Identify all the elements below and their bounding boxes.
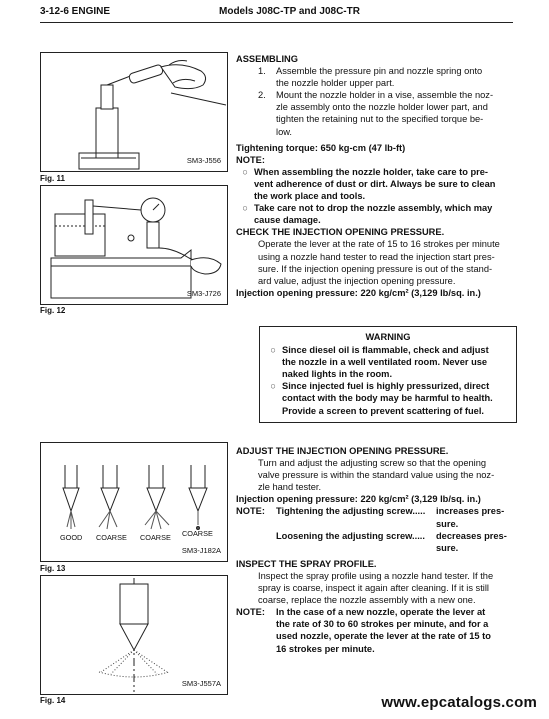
nozzle-label-coarse-1: COARSE [96, 533, 127, 542]
inspect-title: INSPECT THE SPRAY PROFILE. [236, 558, 377, 569]
step-2-line: Mount the nozzle holder in a vise, assemble the noz- [276, 90, 494, 101]
circle-bullet-icon: ○ [270, 345, 276, 356]
check-line: sure. If the injection opening pressure is out of the stand- [258, 263, 493, 274]
adjust-title: ADJUST THE INJECTION OPENING PRESSURE. [236, 446, 449, 456]
page-section-header: 3-12-6 ENGINE [40, 6, 111, 17]
tightening-torque: Tightening torque: 650 kg-cm (47 lb-ft) [236, 142, 406, 153]
note-line: vent adherence of dust or dirt. Always be sure to clean [254, 178, 496, 189]
inspect-line: Inspect the spray profile using a nozzle hand tester. If the [258, 570, 494, 581]
check-title: CHECK THE INJECTION OPENING PRESSURE. [236, 227, 445, 238]
step-2-number: 2. [258, 90, 266, 101]
circle-bullet-icon: ○ [242, 166, 248, 177]
assembling-section [236, 53, 512, 299]
note-item [236, 166, 512, 202]
adjust-line: Turn and adjust the adjusting screw so that the opening [258, 458, 487, 469]
check-line: Operate the lever at the rate of 15 to 16 strokes per minute [258, 239, 500, 250]
figure-14 [40, 575, 228, 695]
inspect-note-key: NOTE: [236, 607, 265, 618]
nozzle-label-good: GOOD [60, 533, 83, 542]
adjust-note-tighten: Tightening the adjusting screw..... [276, 506, 426, 517]
step-1-line: the nozzle holder upper part. [276, 78, 395, 89]
adjust-note-row-1 [236, 505, 512, 517]
wrench-tightening-illustration [41, 53, 227, 171]
check-pressure: Injection opening pressure: 220 kg/cm² (3,129 lb/sq. in.) [236, 287, 481, 298]
header-rule [40, 22, 513, 23]
warning-item [264, 344, 512, 380]
adjust-line: valve pressure is within the standard value using the noz- [258, 470, 495, 481]
warning-line: Provide a screen to prevent scattering of fuel. [282, 405, 485, 416]
warning-line: contact with the body may be harmful to health. [282, 393, 493, 404]
watermark: www.epcatalogs.com [381, 694, 537, 711]
spray-pattern-comparison [41, 443, 227, 561]
warning-line: Since diesel oil is flammable, check and adjust [282, 345, 489, 356]
nozzle-label-coarse-3: COARSE [182, 529, 213, 538]
note-title: NOTE: [236, 154, 265, 165]
note-line: cause damage. [254, 215, 321, 226]
adjust-body [236, 457, 512, 493]
inspect-line: coarse, replace the nozzle assembly with a new one. [258, 595, 476, 606]
adjust-pressure: Injection opening pressure: 220 kg/cm² (3,129 lb/sq. in.) [236, 494, 481, 505]
nozzle-coarse-3 [189, 465, 207, 530]
warning-box [259, 326, 517, 423]
figure-11-label: Fig. 11 [40, 174, 65, 183]
warning-item [264, 380, 512, 416]
inspect-note-line: used nozzle, operate the lever at the rate of 15 to [276, 631, 491, 642]
circle-bullet-icon: ○ [242, 203, 248, 214]
check-line: using a nozzle hand tester to read the injection start pres- [258, 251, 495, 262]
inspect-note [236, 606, 512, 654]
figure-11 [40, 52, 228, 172]
adjust-note-row-2b [236, 542, 512, 554]
warning-line: naked lights in the room. [282, 369, 393, 380]
warning-line: Since injected fuel is highly pressurized, direct [282, 381, 490, 392]
inspect-note-line: In the case of a new nozzle, operate the lever at [276, 607, 486, 618]
step-1-line: Assemble the pressure pin and nozzle spring onto [276, 66, 483, 77]
inspect-body [236, 570, 512, 606]
nozzle-coarse-1 [99, 465, 119, 529]
figure-14-code: SM3-J557A [181, 679, 221, 688]
adjust-note-decrease: decreases pres- [436, 530, 507, 541]
adjust-note-loosen: Loosening the adjusting screw..... [276, 530, 425, 541]
adjust-note-row-1b [236, 518, 512, 530]
adjust-note-decrease-cont: sure. [436, 542, 459, 553]
nozzle-tester-illustration [41, 186, 227, 304]
figure-12-label: Fig. 12 [40, 306, 66, 315]
warning-title: WARNING [365, 332, 411, 342]
nozzle-good [63, 465, 79, 529]
page-model-header: Models J08C-TP and J08C-TR [219, 6, 360, 17]
note-line: When assembling the nozzle holder, take care to pre- [254, 166, 489, 177]
figure-11-code: SM3-J556 [186, 156, 221, 165]
figure-12-code: SM3-J726 [186, 289, 221, 298]
adjust-section [236, 445, 512, 655]
adjust-note-increase-cont: sure. [436, 518, 459, 529]
check-body [236, 238, 512, 286]
nozzle-coarse-2 [145, 465, 169, 529]
assembling-title: ASSEMBLING [236, 54, 298, 64]
figure-14-label: Fig. 14 [40, 696, 66, 705]
warning-line: the nozzle in a well ventilated room. Never use [282, 357, 488, 368]
figure-13 [40, 442, 228, 562]
step-2-line: zle assembly onto the nozzle holder lower part, and [276, 102, 488, 113]
check-line: ard value, adjust the injection opening pressure. [258, 275, 456, 286]
adjust-note-row-2 [236, 530, 512, 542]
note-item [236, 202, 512, 226]
nozzle-label-coarse-2: COARSE [140, 533, 171, 542]
assembling-step-2 [236, 89, 512, 137]
adjust-note-key: NOTE: [236, 506, 265, 517]
note-line: the work place and tools. [254, 191, 366, 202]
note-line: Take care not to drop the nozzle assembly, which may [254, 203, 493, 214]
inspect-note-line: the rate of 30 to 60 strokes per minute, and for a [276, 619, 489, 630]
step-2-line: tighten the retaining nut to the specified torque be- [276, 114, 484, 125]
spray-profile-illustration [41, 576, 227, 694]
step-1-number: 1. [258, 66, 266, 77]
assembling-step-1 [236, 65, 512, 89]
adjust-line: zle hand tester. [258, 482, 322, 493]
figure-12 [40, 185, 228, 305]
step-2-line: low. [276, 126, 293, 137]
inspect-note-line: 16 strokes per minute. [276, 643, 375, 654]
inspect-line: spray is coarse, inspect it again after cleaning. If it is still [258, 583, 489, 594]
figure-13-label: Fig. 13 [40, 564, 66, 573]
circle-bullet-icon: ○ [270, 381, 276, 392]
adjust-note-increase: increases pres- [436, 506, 505, 517]
figure-13-code: SM3-J182A [181, 546, 221, 555]
